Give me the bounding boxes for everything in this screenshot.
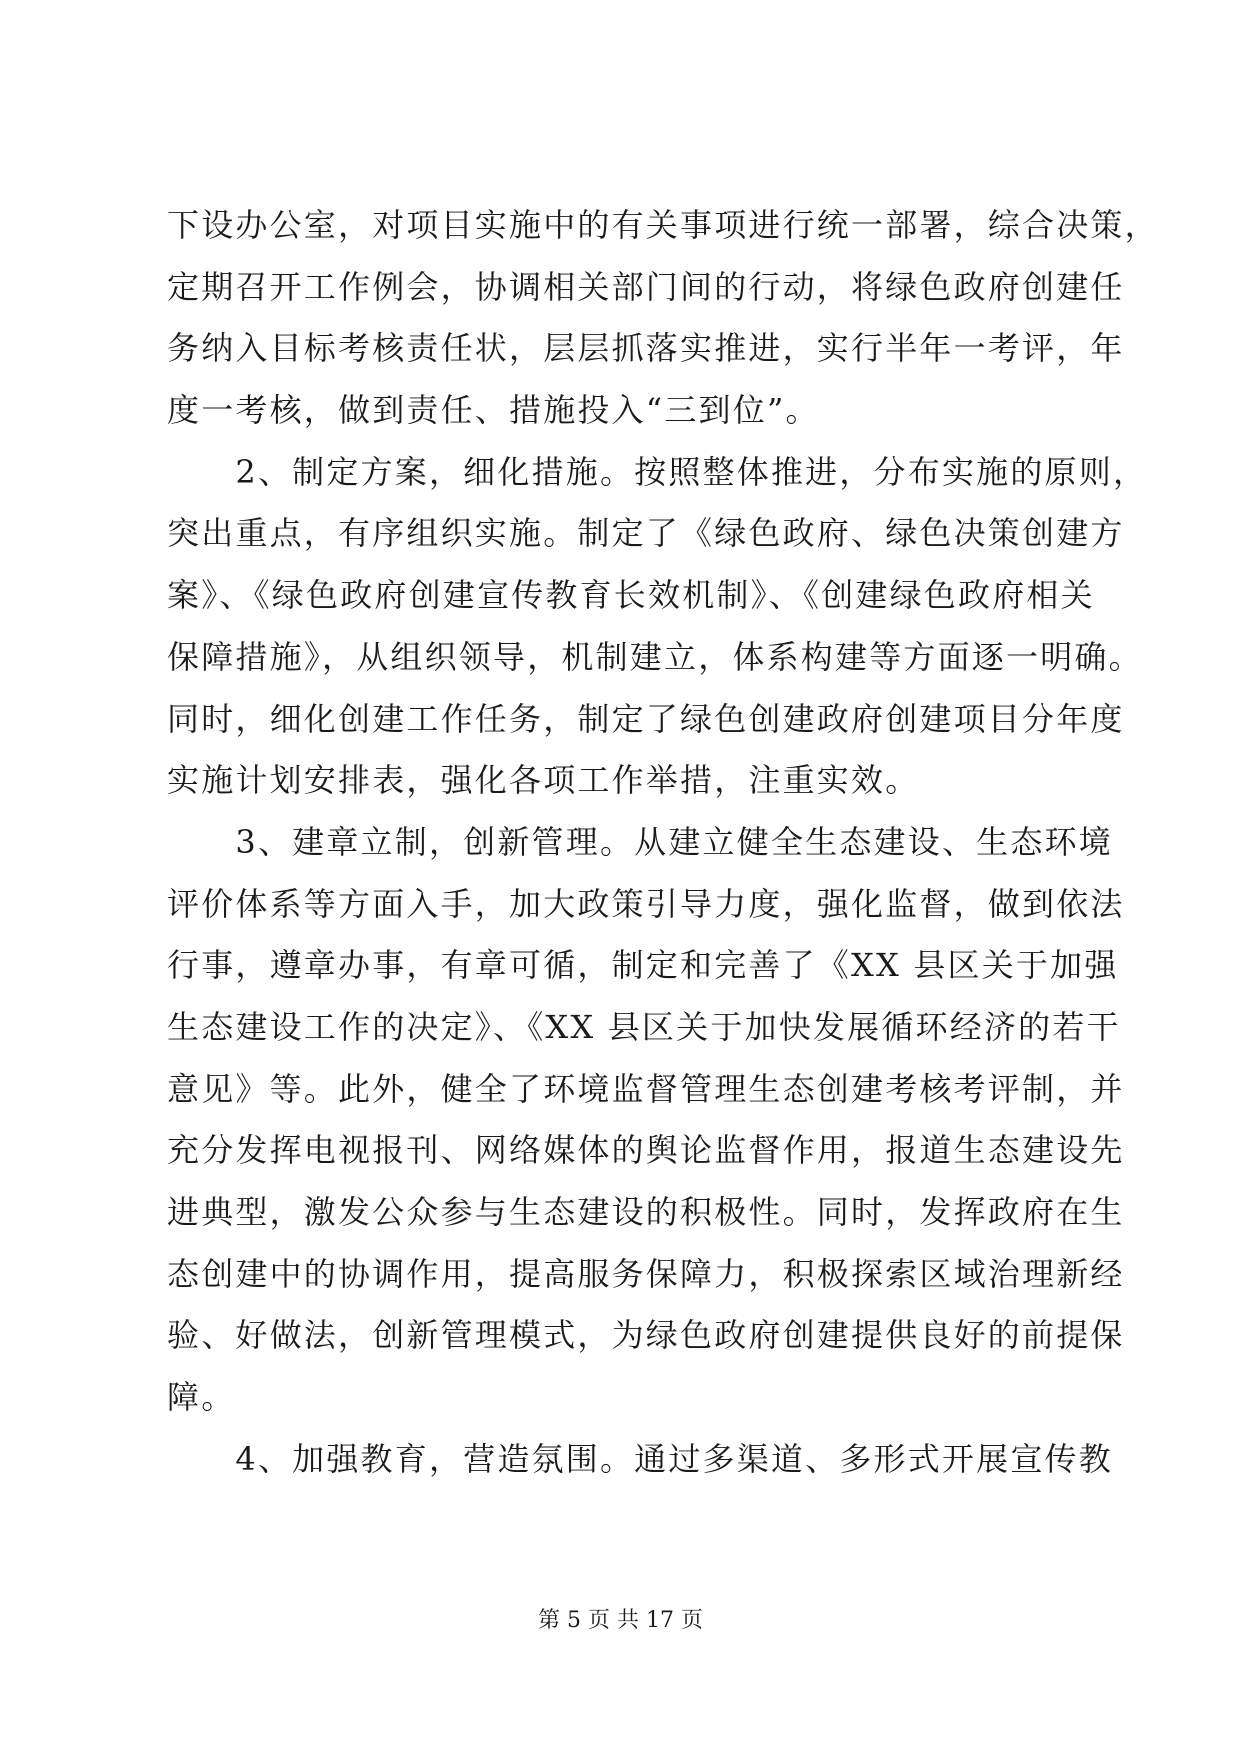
text-line: 行事，遵章办事，有章可循，制定和完善了《XX 县区关于加强 bbox=[167, 946, 1119, 985]
paragraph-4 bbox=[167, 1439, 1113, 1501]
text-line: 态创建中的协调作用，提高服务保障力，积极探索区域治理新经 bbox=[167, 1254, 1125, 1293]
paragraph-3 bbox=[167, 822, 1125, 1439]
text-line: 下设办公室，对项目实施中的有关事项进行统一部署，综合决策， bbox=[167, 206, 1159, 244]
text-line: 2、制定方案，细化措施。按照整体推进，分布实施的原则， bbox=[167, 452, 1148, 491]
text-line: 生态建设工作的决定》、《XX 县区关于加快发展循环经济的若干 bbox=[167, 1007, 1121, 1046]
text-line: 障。 bbox=[167, 1378, 236, 1417]
paragraph-1 bbox=[167, 205, 1159, 452]
text-line: 验、好做法，创新管理模式，为绿色政府创建提供良好的前提保 bbox=[167, 1316, 1125, 1355]
text-line: 实施计划安排表，强化各项工作举措，注重实效。 bbox=[167, 761, 920, 800]
text-line: 充分发挥电视报刊、网络媒体的舆论监督作用，报道生态建设先 bbox=[167, 1131, 1125, 1170]
paragraph-2 bbox=[167, 452, 1148, 822]
text-line: 4、加强教育，营造氛围。通过多渠道、多形式开展宣传教 bbox=[167, 1439, 1113, 1478]
text-line: 3、建章立制，创新管理。从建立健全生态建设、生态环境 bbox=[167, 822, 1113, 861]
text-line: 突出重点，有序组织实施。制定了《绿色政府、绿色决策创建方 bbox=[167, 514, 1125, 553]
document-body bbox=[167, 205, 1159, 1500]
text-line: 同时，细化创建工作任务，制定了绿色创建政府创建项目分年度 bbox=[167, 699, 1125, 738]
text-line: 进典型，激发公众参与生态建设的积极性。同时，发挥政府在生 bbox=[167, 1193, 1125, 1231]
text-line: 意见》等。此外，健全了环境监督管理生态创建考核考评制，并 bbox=[167, 1069, 1125, 1108]
text-line: 案》、《绿色政府创建宣传教育长效机制》、《创建绿色政府相关 bbox=[167, 576, 1095, 615]
text-line: 度一考核，做到责任、措施投入“三到位”。 bbox=[167, 391, 820, 430]
text-line: 务纳入目标考核责任状，层层抓落实推进，实行半年一考评，年 bbox=[167, 329, 1125, 368]
page-number-footer: 第 5 页 共 17 页 bbox=[538, 1608, 703, 1633]
text-line: 保障措施》，从组织领导，机制建立，体系构建等方面逐一明确。 bbox=[167, 637, 1143, 676]
text-line: 评价体系等方面入手，加大政策引导力度，强化监督，做到依法 bbox=[167, 884, 1125, 923]
text-line: 定期召开工作例会，协调相关部门间的行动，将绿色政府创建任 bbox=[167, 267, 1125, 306]
